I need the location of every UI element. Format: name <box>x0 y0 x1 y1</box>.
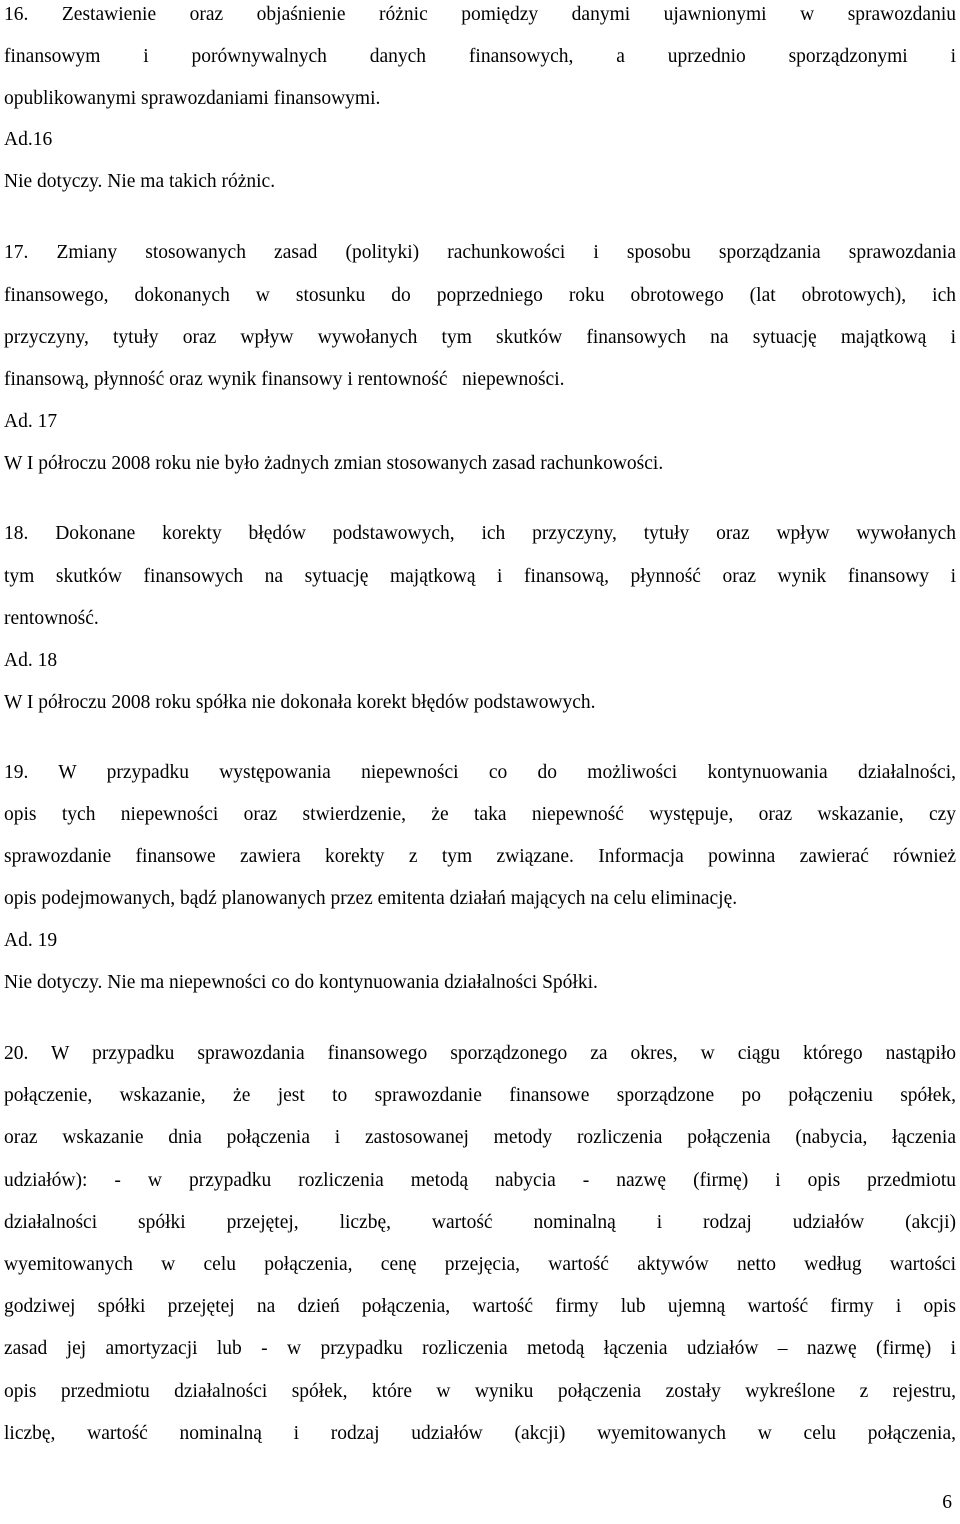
section-20-line-6: wyemitowanych w celu połączenia, cenę przejęcia, wartość aktywów netto według wartości <box>4 1254 956 1275</box>
section-19-answer-label: Ad. 19 <box>4 930 58 951</box>
section-17-answer-text: W I półroczu 2008 roku nie było żadnych zmian stosowanych zasad rachunkowości. <box>4 453 664 474</box>
section-20-line-10: liczbę, wartość nominalną i rodzaj udziałów (akcji) wyemitowanych w celu połączenia, <box>4 1423 956 1444</box>
section-16-line-1: 16. Zestawienie oraz objaśnienie różnic pomiędzy danymi ujawnionymi w sprawozdaniu <box>4 4 956 25</box>
section-16-line-3: opublikowanymi sprawozdaniami finansowymi. <box>4 88 381 109</box>
page-number: 6 <box>942 1492 952 1513</box>
section-16-line-2: finansowym i porównywalnych danych finansowych, a uprzednio sporządzonymi i <box>4 46 956 67</box>
section-18-answer-text: W I półroczu 2008 roku spółka nie dokonała korekt błędów podstawowych. <box>4 692 596 713</box>
section-19-line-1: 19. W przypadku występowania niepewności co do możliwości kontynuowania działalności, <box>4 762 956 783</box>
section-19-line-3: sprawozdanie finansowe zawiera korekty z tym związane. Informacja powinna zawierać również <box>4 846 956 867</box>
section-20-line-7: godziwej spółki przejętej na dzień połączenia, wartość firmy lub ujemną wartość firmy i opis <box>4 1296 956 1317</box>
section-20-line-8: zasad jej amortyzacji lub - w przypadku rozliczenia metodą łączenia udziałów – nazwę (firmę) i <box>4 1338 956 1359</box>
section-19-answer-text: Nie dotyczy. Nie ma niepewności co do kontynuowania działalności Spółki. <box>4 972 598 993</box>
section-18-line-1: 18. Dokonane korekty błędów podstawowych, ich przyczyny, tytuły oraz wpływ wywołanych <box>4 523 956 544</box>
section-16-answer-label: Ad.16 <box>4 129 53 150</box>
section-17-line-3: przyczyny, tytuły oraz wpływ wywołanych tym skutków finansowych na sytuację majątkową i <box>4 327 956 348</box>
section-18-answer-label: Ad. 18 <box>4 650 58 671</box>
section-17-line-4: finansową, płynność oraz wynik finansowy i rentowność niepewności. <box>4 369 565 390</box>
section-16-answer-text: Nie dotyczy. Nie ma takich różnic. <box>4 171 276 192</box>
section-18-line-2: tym skutków finansowych na sytuację majątkową i finansową, płynność oraz wynik finansowy i <box>4 566 956 587</box>
section-20-line-9: opis przedmiotu działalności spółek, które w wyniku połączenia zostały wykreślone z rejestru, <box>4 1381 956 1402</box>
section-20-line-5: działalności spółki przejętej, liczbę, wartość nominalną i rodzaj udziałów (akcji) <box>4 1212 956 1233</box>
section-19-line-4: opis podejmowanych, bądź planowanych przez emitenta działań mających na celu eliminację. <box>4 888 738 909</box>
section-20-line-1: 20. W przypadku sprawozdania finansowego sporządzonego za okres, w ciągu którego nastąpiło <box>4 1043 956 1064</box>
section-19-line-2: opis tych niepewności oraz stwierdzenie, że taka niepewność występuje, oraz wskazanie, czy <box>4 804 956 825</box>
section-20-line-4: udziałów): - w przypadku rozliczenia metodą nabycia - nazwę (firmę) i opis przedmiotu <box>4 1170 956 1191</box>
section-20-line-3: oraz wskazanie dnia połączenia i zastosowanej metody rozliczenia połączenia (nabycia, łączenia <box>4 1127 956 1148</box>
section-18-line-3: rentowność. <box>4 608 99 629</box>
section-20-line-2: połączenie, wskazanie, że jest to sprawozdanie finansowe sporządzone po połączeniu spółek, <box>4 1085 956 1106</box>
section-17-answer-label: Ad. 17 <box>4 411 58 432</box>
section-17-line-2: finansowego, dokonanych w stosunku do poprzedniego roku obrotowego (lat obrotowych), ich <box>4 285 956 306</box>
section-17-line-1: 17. Zmiany stosowanych zasad (polityki) rachunkowości i sposobu sporządzania sprawozdania <box>4 242 956 263</box>
